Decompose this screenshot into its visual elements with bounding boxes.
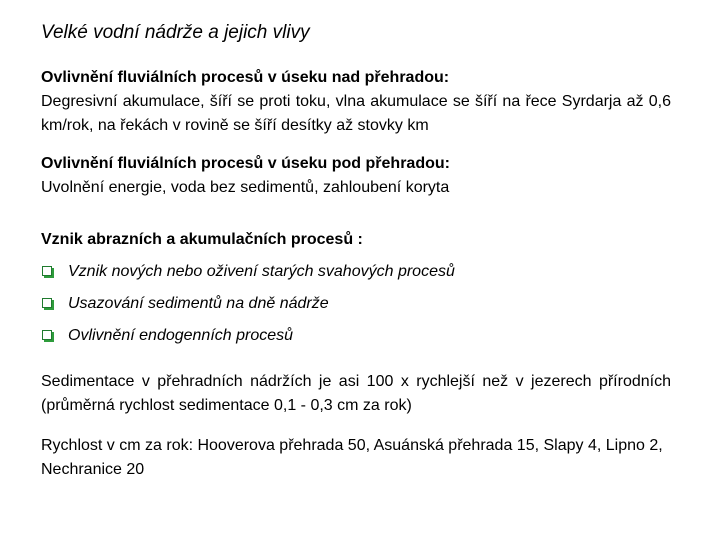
list-item-text: Vznik nových nebo oživení starých svahových procesů bbox=[68, 263, 455, 280]
sedimentation-text: Sedimentace v přehradních nádržích je asi 100 x rychlejší než v jezerech přírodních (průměrná rychlost sedimentace 0,1 - 0,3 cm za rok) bbox=[41, 373, 671, 414]
downstream-heading: Ovlivnění fluviálních procesů v úseku pod přehradou: bbox=[41, 155, 450, 172]
abrasion-section bbox=[41, 228, 671, 252]
upstream-text: Degresivní akumulace, šíří se proti toku, vlna akumulace se šíří na řece Syrdarja až 0,6 km/rok, na řekách v rovině se šíří desítky až stovky km bbox=[41, 93, 671, 134]
square-bullet-icon bbox=[42, 266, 52, 276]
square-bullet-icon bbox=[42, 298, 52, 308]
list-item-text: Usazování sedimentů na dně nádrže bbox=[68, 295, 329, 312]
rates-text: Rychlost v cm za rok: Hooverova přehrada 50, Asuánská přehrada 15, Slapy 4, Lipno 2, Nechranice 20 bbox=[41, 437, 663, 478]
downstream-section bbox=[41, 152, 671, 200]
downstream-text: Uvolnění energie, voda bez sedimentů, zahloubení koryta bbox=[41, 179, 450, 196]
square-bullet-icon bbox=[42, 330, 52, 340]
list-item-text: Ovlivnění endogenních procesů bbox=[68, 327, 294, 344]
abrasion-heading: Vznik abrazních a akumulačních procesů : bbox=[41, 231, 363, 248]
upstream-section bbox=[41, 66, 671, 138]
upstream-heading: Ovlivnění fluviálních procesů v úseku nad přehradou: bbox=[41, 69, 450, 86]
slide-title: Velké vodní nádrže a jejich vlivy bbox=[41, 22, 310, 43]
